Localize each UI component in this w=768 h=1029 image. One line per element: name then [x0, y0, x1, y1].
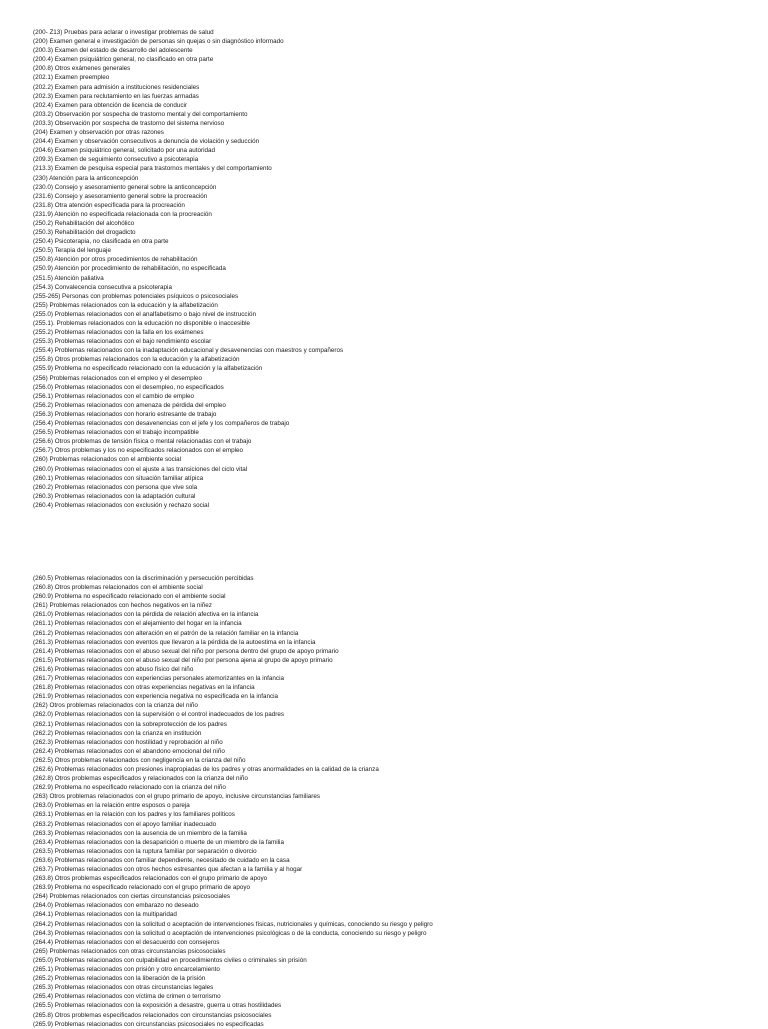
- code-line: (203.3) Observación por sospecha de trastorno del sistema nervioso: [33, 119, 225, 127]
- code-line: (256.0) Problemas relacionados con el desempleo, no especificados: [33, 383, 224, 391]
- code-line: (264.3) Problemas relacionados con la solicitud o aceptación de intervenciones psicológicas o de la conducta, conociendo su riesgo y peligro: [33, 929, 427, 937]
- document-section-bottom: [33, 574, 753, 1029]
- code-line: (260.8) Otros problemas relacionados con el ambiente social: [33, 584, 203, 592]
- code-line: (250.3) Rehabilitación del drogadicto: [33, 229, 136, 237]
- code-line: (202.3) Examen para reclutamiento en las fuerzas armadas: [33, 92, 199, 100]
- code-line: (263.4) Problemas relacionados con la desaparición o muerte de un miembro de la familia: [33, 838, 284, 846]
- code-line: (265.4) Problemas relacionados con víctima de crimen o terrorismo: [33, 993, 221, 1001]
- code-line: (200.8) Otros exámenes generales: [33, 65, 131, 73]
- code-line: (264.2) Problemas relacionados con la solicitud o aceptación de intervenciones físicas, nutricionales y químicas, conociendo su riesgo y peligro: [33, 920, 433, 928]
- code-line: (230.0) Consejo y asesoramiento general sobre la anticoncepción: [33, 183, 217, 191]
- code-line: (260.1) Problemas relacionados con situación familiar atípica: [33, 474, 204, 482]
- code-line: (263.8) Otros problemas especificados relacionados con el grupo primario de apoyo: [33, 875, 268, 883]
- code-line: (204) Examen y observación por otras razones: [33, 129, 164, 137]
- code-line: (261.1) Problemas relacionados con el alejamiento del hogar en la infancia: [33, 620, 242, 628]
- code-line: (262.9) Problema no especificado relacionado con la crianza del niño: [33, 784, 226, 792]
- code-line: (265.1) Problemas relacionados con prisión y otro encarcelamiento: [33, 966, 220, 974]
- code-line: (200- Z13) Pruebas para aclarar o investigar problemas de salud: [33, 29, 214, 36]
- code-line: (256.3) Problemas relacionados con horario estresante de trabajo: [33, 410, 217, 418]
- code-line: (263.5) Problemas relacionados con la ruptura familiar por separación o divorcio: [33, 847, 257, 855]
- code-line: (260.3) Problemas relacionados con la adaptación cultural: [33, 492, 196, 500]
- code-line: (265.5) Problemas relacionados con la exposición a desastre, guerra u otras hostilidades: [33, 1002, 282, 1010]
- code-line: (262.6) Problemas relacionados con presiones inapropiadas de los padres y otras anormalidades en la calidad de la crianza: [33, 765, 379, 773]
- code-line: (262.8) Otros problemas especificados y relacionados con la crianza del niño: [33, 775, 248, 783]
- code-line: (262.1) Problemas relacionados con la sobreprotección de los padres: [33, 720, 227, 728]
- code-line: (204.4) Examen y observación consecutivos a denuncia de violación y seducción: [33, 138, 260, 146]
- code-line: (262.3) Problemas relacionados con hostilidad y reprobación al niño: [33, 738, 223, 746]
- code-line: (200.3) Examen del estado de desarrollo del adolescente: [33, 47, 193, 55]
- code-line: (263.9) Problema no especificado relacionado con el grupo primario de apoyo: [33, 884, 251, 892]
- code-line: (263.1) Problemas en la relación con los padres y los familiares políticos: [33, 811, 235, 819]
- code-line: (256.2) Problemas relacionados con amenaza de pérdida del empleo: [33, 401, 226, 409]
- code-line: (265.2) Problemas relacionados con la liberación de la prisión: [33, 975, 206, 983]
- code-line: (263.0) Problemas en la relación entre esposos o pareja: [33, 802, 190, 810]
- code-line: (250.5) Terapia del lenguaje: [33, 247, 111, 255]
- code-line: (261.0) Problemas relacionados con la pérdida de relación afectiva en la infancia: [33, 611, 259, 619]
- code-line: (200) Examen general e investigación de personas sin quejas o sin diagnóstico informado: [33, 38, 284, 46]
- code-line: (256.7) Otros problemas y los no especificados relacionados con el empleo: [33, 447, 244, 455]
- code-line: (255.2) Problemas relacionados con la falla en los exámenes: [33, 329, 204, 337]
- code-line: (265) Problemas relacionados con otras circunstancias psicosociales: [33, 947, 226, 955]
- code-line: (202.1) Examen preempleo: [33, 74, 110, 82]
- code-line: (264.4) Problemas relacionados con el desacuerdo con consejeros: [33, 938, 220, 946]
- code-line: (200.4) Examen psiquiátrico general, no clasificado en otra parte: [33, 56, 214, 64]
- code-line: (250.8) Atención por otros procedimientos de rehabilitación: [33, 256, 198, 264]
- code-line: (255.4) Problemas relacionados con la inadaptación educacional y desavenencias con maestros y compañeros: [33, 347, 344, 355]
- code-line: (250.4) Psicoterapia, no clasificada en otra parte: [33, 238, 169, 246]
- code-line: (265.8) Otros problemas especificados relacionados con circunstancias psicosociales: [33, 1011, 272, 1019]
- code-line: (202.2) Examen para admisión a instituciones residenciales: [33, 83, 200, 91]
- code-line: (256) Problemas relacionados con el empleo y el desempleo: [33, 374, 203, 382]
- code-line: (263.3) Problemas relacionados con la ausencia de un miembro de la familia: [33, 829, 247, 837]
- code-line: (261.9) Problemas relacionados con experiencia negativa no especificada en la infancia: [33, 693, 279, 701]
- code-line: (250.2) Rehabilitación del alcohólico: [33, 219, 135, 227]
- code-line: (261.3) Problemas relacionados con eventos que llevaron a la pérdida de la autoestima en la infancia: [33, 638, 316, 646]
- code-line: (262.0) Problemas relacionados con la supervisión o el control inadecuados de los padres: [33, 711, 284, 719]
- code-line: (202.4) Examen para obtención de licencia de conducir: [33, 101, 188, 109]
- code-line: (251.5) Atención paliativa: [33, 274, 104, 282]
- code-line: (256.6) Otros problemas de tensión física o mental relacionadas con el trabajo: [33, 438, 252, 446]
- code-line: (263) Otros problemas relacionados con el grupo primario de apoyo, inclusive circunstancias familiares: [33, 793, 320, 801]
- code-line: (204.6) Examen psiquiátrico general, solicitado por una autoridad: [33, 147, 216, 155]
- code-line: (231.8) Otra atención especificada para la procreación: [33, 201, 185, 209]
- code-line: (261.6) Problemas relacionados con abuso físico del niño: [33, 665, 194, 673]
- code-line: (254.3) Convalecencia consecutiva a psicoterapia: [33, 283, 172, 291]
- code-line: (260.5) Problemas relacionados con la discriminación y persecución percibidas: [33, 575, 254, 582]
- code-line: (265.3) Problemas relacionados con otras circunstancias legales: [33, 984, 214, 992]
- code-line: (265.0) Problemas relacionados con culpabilidad en procedimientos civiles o criminales sin prisión: [33, 956, 307, 964]
- code-line: (255.8) Otros problemas relacionados con la educación y la alfabetización: [33, 356, 240, 364]
- code-line: (263.2) Problemas relacionados con el apoyo familiar inadecuado: [33, 820, 217, 828]
- code-line: (261.5) Problemas relacionados con el abuso sexual del niño por persona ajena al grupo de apoyo primario: [33, 656, 333, 664]
- code-line: (262) Otros problemas relacionados con la crianza del niño: [33, 702, 198, 710]
- code-line: (256.4) Problemas relacionados con desavenencias con el jefe y los compañeros de trabajo: [33, 420, 290, 428]
- code-line: (230) Atención para la anticoncepción: [33, 174, 139, 182]
- code-line: (203.2) Observación por sospecha de trastorno mental y del comportamiento: [33, 110, 248, 118]
- code-line: (255) Problemas relacionados con la educación y la alfabetización: [33, 301, 218, 309]
- code-line: (261) Problemas relacionados con hechos negativos en la niñez: [33, 602, 212, 610]
- code-line: (231.6) Consejo y asesoramiento general sobre la procreación: [33, 192, 208, 200]
- code-line: (255-265) Personas con problemas potenciales psíquicos o psicosociales: [33, 292, 239, 300]
- code-line: (264.1) Problemas relacionados con la multiparidad: [33, 911, 177, 919]
- code-line: (263.7) Problemas relacionados con otros hechos estresantes que afectan a la familia y al hogar: [33, 866, 303, 873]
- code-line: (263.6) Problemas relacionados con familiar dependiente, necesitado de cuidado en la casa: [33, 856, 290, 864]
- code-line: (255.9) Problema no especificado relacionado con la educación y la alfabetización: [33, 365, 263, 373]
- code-line: (264) Problemas relacionados con ciertas circunstancias psicosociales: [33, 893, 231, 901]
- code-line: (255.1). Problemas relacionados con la educación no disponible o inaccesible: [33, 320, 251, 327]
- code-line: (264.0) Problemas relacionados con embarazo no deseado: [33, 902, 199, 910]
- code-line: (256.1) Problemas relacionados con el cambio de empleo: [33, 392, 195, 400]
- code-line: (261.8) Problemas relacionados con otras experiencias negativas en la infancia: [33, 684, 255, 692]
- code-line: (260.2) Problemas relacionados con persona que vive sola: [33, 483, 198, 491]
- code-line: (250.9) Atención por procedimiento de rehabilitación, no especificada: [33, 265, 226, 273]
- document-section-top: [33, 28, 753, 510]
- code-line: (265.9) Problemas relacionados con circunstancias psicosociales no especificadas: [33, 1020, 264, 1028]
- code-line: (262.2) Problemas relacionados con la crianza en institución: [33, 729, 202, 737]
- code-line: (262.5) Otros problemas relacionados con negligencia en la crianza del niño: [33, 756, 246, 764]
- code-line: (261.7) Problemas relacionados con experiencias personales atemorizantes en la infancia: [33, 675, 284, 683]
- code-line: (255.0) Problemas relacionados con el analfabetismo o bajo nivel de instrucción: [33, 310, 256, 318]
- code-line: (260.9) Problema no especificado relacionado con el ambiente social: [33, 593, 226, 601]
- code-line: (260.0) Problemas relacionados con el ajuste a las transiciones del ciclo vital: [33, 465, 248, 473]
- code-line: (209.3) Examen de seguimiento consecutivo a psicoterapia: [33, 156, 199, 164]
- code-line: (256.5) Problemas relacionados con el trabajo incompatible: [33, 429, 199, 437]
- code-line: (231.9) Atención no especificada relacionada con la procreación: [33, 210, 212, 218]
- code-line: (213.3) Examen de pesquisa especial para trastornos mentales y del comportamiento: [33, 165, 272, 173]
- code-line: (261.2) Problemas relacionados con alteración en el patrón de la relación familiar en la infancia: [33, 629, 299, 637]
- code-line: (262.4) Problemas relacionados con el abandono emocional del niño: [33, 747, 225, 755]
- code-line: (260) Problemas relacionados con el ambiente social: [33, 456, 182, 464]
- code-line: (261.4) Problemas relacionados con el abuso sexual del niño por persona dentro del grupo de apoyo primario: [33, 647, 339, 655]
- code-line: (255.3) Problemas relacionados con el bajo rendimiento escolar: [33, 338, 212, 346]
- code-line: (260.4) Problemas relacionados con exclusión y rechazo social: [33, 501, 210, 509]
